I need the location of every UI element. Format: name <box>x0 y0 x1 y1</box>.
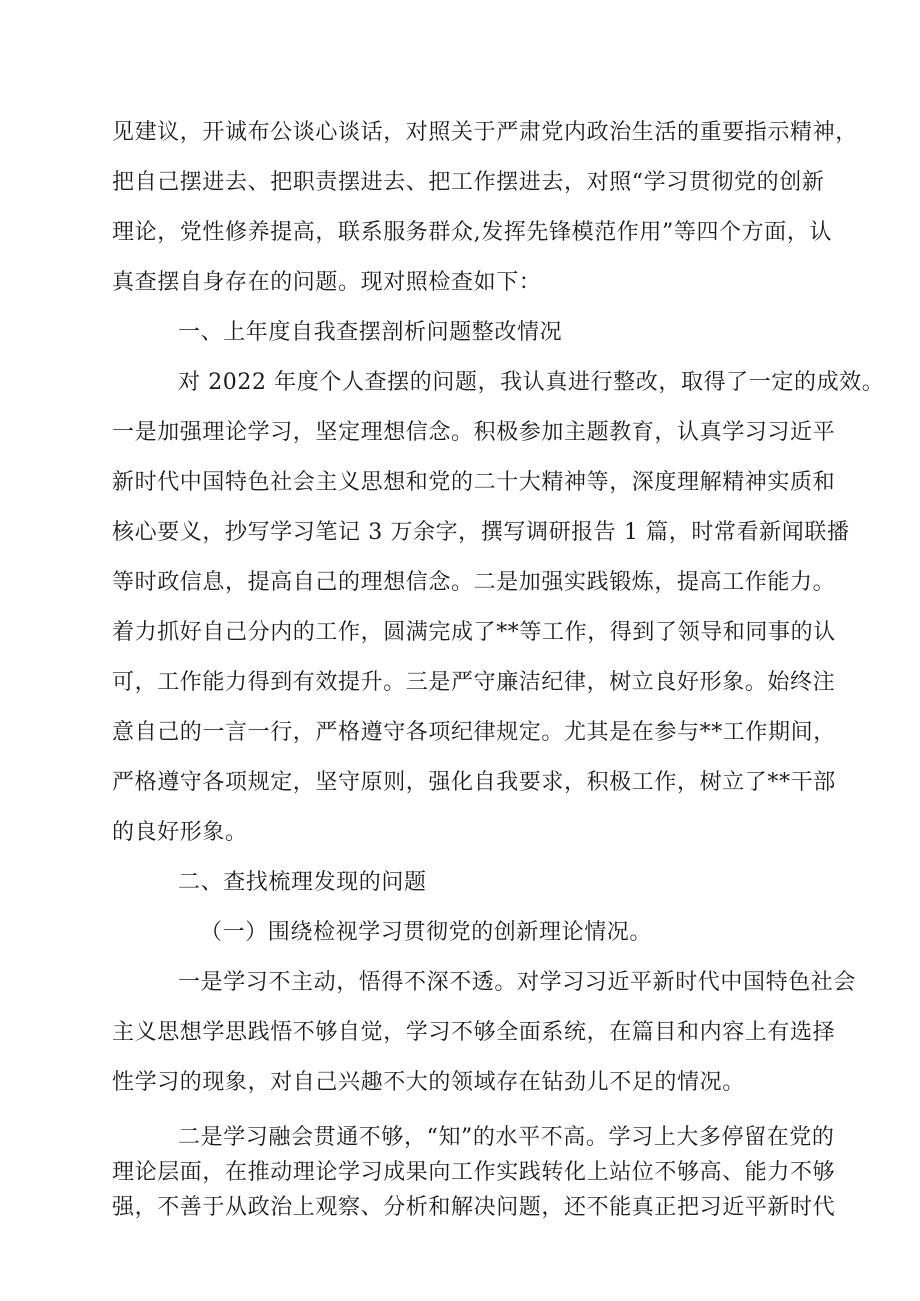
body-text-line: 严格遵守各项规定，坚守原则，强化自我要求，积极工作，树立了**干部 <box>112 770 836 795</box>
body-text-line: 等时政信息，提高自己的理想信念。二是加强实践锻炼，提高工作能力。 <box>112 570 836 595</box>
body-text-line: 对 2022 年度个人查摆的问题，我认真进行整改，取得了一定的成效。 <box>178 370 885 395</box>
body-text-line: 见建议，开诚布公谈心谈话，对照关于严肃党内政治生活的重要指示精神， <box>112 120 858 145</box>
body-text-line: 把自己摆进去、把职责摆进去、把工作摆进去，对照“学习贯彻党的创新 <box>112 170 825 195</box>
body-text-line: 二是学习融会贯通不够，“知”的水平不高。学习上大多停留在党的 <box>178 1125 835 1150</box>
body-text-line: 新时代中国特色社会主义思想和党的二十大精神等，深度理解精神实质和 <box>112 470 836 495</box>
body-text-line: 真查摆自身存在的问题。现对照检查如下： <box>112 270 542 295</box>
body-text-line: 核心要义，抄写学习笔记 3 万余字，撰写调研报告 1 篇，时常看新闻联播 <box>112 520 850 545</box>
body-text-line: 性学习的现象，对自己兴趣不大的领域存在钻劲儿不足的情况。 <box>112 1070 745 1095</box>
body-text-line: 可，工作能力得到有效提升。三是严守廉洁纪律，树立良好形象。始终注 <box>112 670 836 695</box>
body-text-line: 的良好形象。 <box>112 820 248 845</box>
body-text-line: 强，不善于从政治上观察、分析和解决问题，还不能真正把习近平新时代 <box>112 1195 836 1220</box>
section-heading: 二、查找梳理发现的问题 <box>178 870 427 895</box>
body-text-line: 理论，党性修养提高，联系服务群众,发挥先锋模范作用”等四个方面，认 <box>112 220 833 245</box>
body-text-line: 意自己的一言一行，严格遵守各项纪律规定。尤其是在参与**工作期间， <box>112 720 836 745</box>
subsection-heading: （一）围绕检视学习贯彻党的创新理论情况。 <box>200 920 653 945</box>
body-text-line: 着力抓好自己分内的工作，圆满完成了**等工作，得到了领导和同事的认 <box>112 620 836 645</box>
body-text-line: 一是加强理论学习，坚定理想信念。积极参加主题教育，认真学习习近平 <box>112 420 836 445</box>
section-heading: 一、上年度自我查摆剖析问题整改情况 <box>178 320 563 345</box>
body-text-line: 一是学习不主动，悟得不深不透。对学习习近平新时代中国特色社会 <box>178 970 857 995</box>
body-text-line: 主义思想学思践悟不够自觉，学习不够全面系统，在篇目和内容上有选择 <box>112 1020 836 1045</box>
body-text-line: 理论层面，在推动理论学习成果向工作实践转化上站位不够高、能力不够 <box>112 1160 836 1185</box>
